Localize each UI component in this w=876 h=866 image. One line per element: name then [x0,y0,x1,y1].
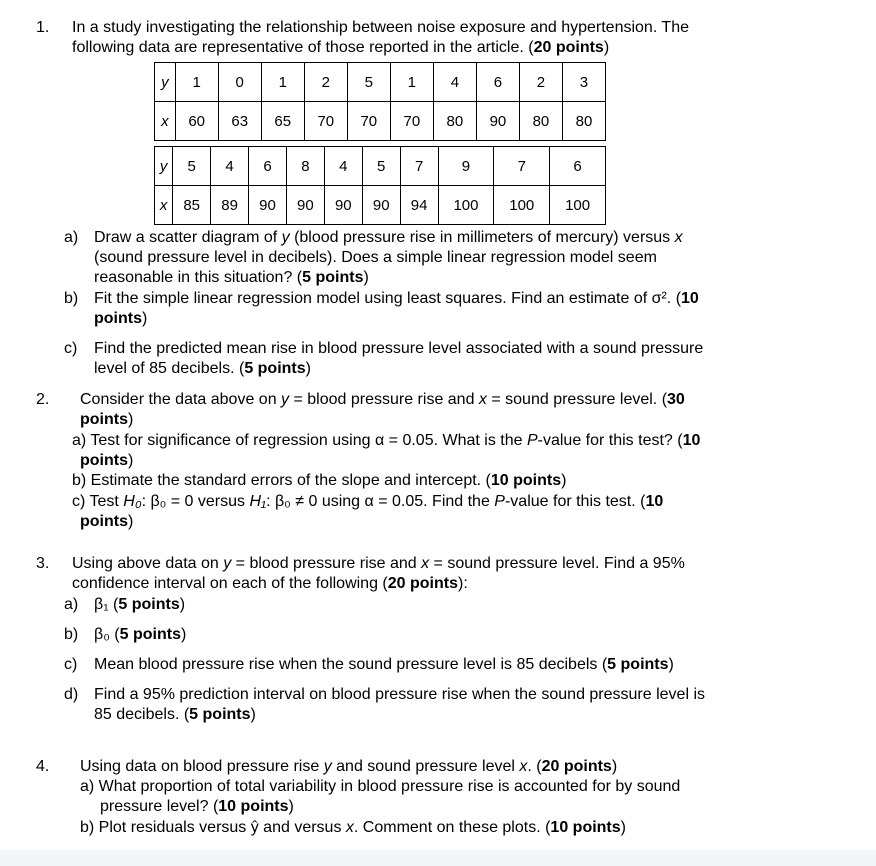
q2-part-c-line2: points) [80,513,134,530]
table-cell: 100 [494,186,550,225]
table-cell: 6 [249,147,287,186]
table-cell: 70 [347,102,390,141]
row-label: x [155,102,176,141]
question-4-number: 4. [36,758,50,775]
q2-part-a-line2: points) [80,452,134,469]
q3-part-d-marker: d) [64,686,79,703]
row-label: y [155,147,173,186]
table-cell: 7 [494,147,550,186]
q3-part-c: Mean blood pressure rise when the sound pressure level is 85 decibels (5 points) [94,656,674,673]
row-label: y [155,63,176,102]
table-row [155,102,606,141]
q4-part-a-line2: pressure level? (10 points) [100,798,294,815]
q1-part-a-marker: a) [64,229,79,246]
q3-intro-line2: confidence interval on each of the following (20 points): [72,575,468,592]
q2-part-b: b) Estimate the standard errors of the slope and intercept. (10 points) [72,472,567,489]
table-cell: 6 [550,147,606,186]
q2-intro-line2: points) [80,411,134,428]
table-cell: 85 [173,186,211,225]
table-cell: 70 [390,102,433,141]
q3-part-c-marker: c) [64,656,78,673]
table-cell: 9 [438,147,494,186]
table-cell: 4 [324,147,362,186]
page-bottom-edge [0,850,876,866]
table-cell: 5 [173,147,211,186]
table-cell: 5 [347,63,390,102]
table-cell: 1 [390,63,433,102]
q1-part-b-line2: points) [94,310,148,327]
table-row [155,63,606,102]
table-cell: 90 [249,186,287,225]
table-cell: 90 [476,102,519,141]
table-cell: 65 [261,102,304,141]
q1-part-c-line1: Find the predicted mean rise in blood pressure level associated with a sound pressure [94,340,704,357]
q2-intro-line1: Consider the data above on y = blood pressure rise and x = sound pressure level. (30 [80,391,685,408]
table-cell: 8 [286,147,324,186]
table-cell: 0 [218,63,261,102]
q1-part-c-line2: level of 85 decibels. (5 points) [94,360,311,377]
table-cell: 90 [324,186,362,225]
q3-part-a: β₁ (5 points) [94,596,186,613]
question-1-number: 1. [36,19,50,36]
table-cell: 90 [362,186,400,225]
table-cell: 7 [400,147,438,186]
table-cell: 2 [304,63,347,102]
q4-intro: Using data on blood pressure rise y and sound pressure level x. (20 points) [80,758,618,775]
table-row [155,186,606,225]
table-cell: 60 [175,102,218,141]
table-cell: 80 [519,102,562,141]
q1-part-c-marker: c) [64,340,78,357]
table-cell: 80 [433,102,476,141]
q4-part-a-line1: a) What proportion of total variability in blood pressure rise is accounted for by sound [80,778,681,795]
q1-part-b-line1: Fit the simple linear regression model using least squares. Find an estimate of σ². (10 [94,290,699,307]
data-table-1 [154,62,606,141]
q4-part-b: b) Plot residuals versus ŷ and versus x. Comment on these plots. (10 points) [80,819,626,836]
q1-part-a-line3: reasonable in this situation? (5 points) [94,269,369,286]
q1-part-b-marker: b) [64,290,79,307]
table-cell: 3 [562,63,605,102]
q3-part-d-line2: 85 decibels. (5 points) [94,706,256,723]
table-cell: 1 [261,63,304,102]
table-cell: 94 [400,186,438,225]
q2-part-c-line1: c) Test H₀: β₀ = 0 versus H₁: β₀ ≠ 0 using α = 0.05. Find the P-value for this test. (10 [72,493,664,510]
table-cell: 90 [286,186,324,225]
question-3-number: 3. [36,555,50,572]
q1-part-a-line2: (sound pressure level in decibels). Does a simple linear regression model seem [94,249,657,266]
table-cell: 1 [175,63,218,102]
table-cell: 100 [438,186,494,225]
table-cell: 4 [433,63,476,102]
table-cell: 5 [362,147,400,186]
q3-part-d-line1: Find a 95% prediction interval on blood pressure rise when the sound pressure level is [94,686,706,703]
data-table-2 [154,146,606,225]
question-1-intro-line1: In a study investigating the relationship between noise exposure and hypertension. The [72,19,689,36]
table-cell: 2 [519,63,562,102]
question-1-intro-line2: following data are representative of those reported in the article. (20 points) [72,39,610,56]
table-cell: 70 [304,102,347,141]
table-row [155,147,606,186]
q1-part-a-line1: Draw a scatter diagram of y (blood pressure rise in millimeters of mercury) versus x [94,229,683,246]
table-cell: 4 [211,147,249,186]
table-cell: 6 [476,63,519,102]
q3-part-b: β₀ (5 points) [94,626,187,643]
table-cell: 89 [211,186,249,225]
row-label: x [155,186,173,225]
question-2-number: 2. [36,391,50,408]
q3-part-b-marker: b) [64,626,79,643]
table-cell: 100 [550,186,606,225]
table-cell: 63 [218,102,261,141]
q2-part-a-line1: a) Test for significance of regression using α = 0.05. What is the P-value for this test? (10 [72,432,701,449]
q3-part-a-marker: a) [64,596,79,613]
q3-intro-line1: Using above data on y = blood pressure rise and x = sound pressure level. Find a 95% [72,555,685,572]
table-cell: 80 [562,102,605,141]
